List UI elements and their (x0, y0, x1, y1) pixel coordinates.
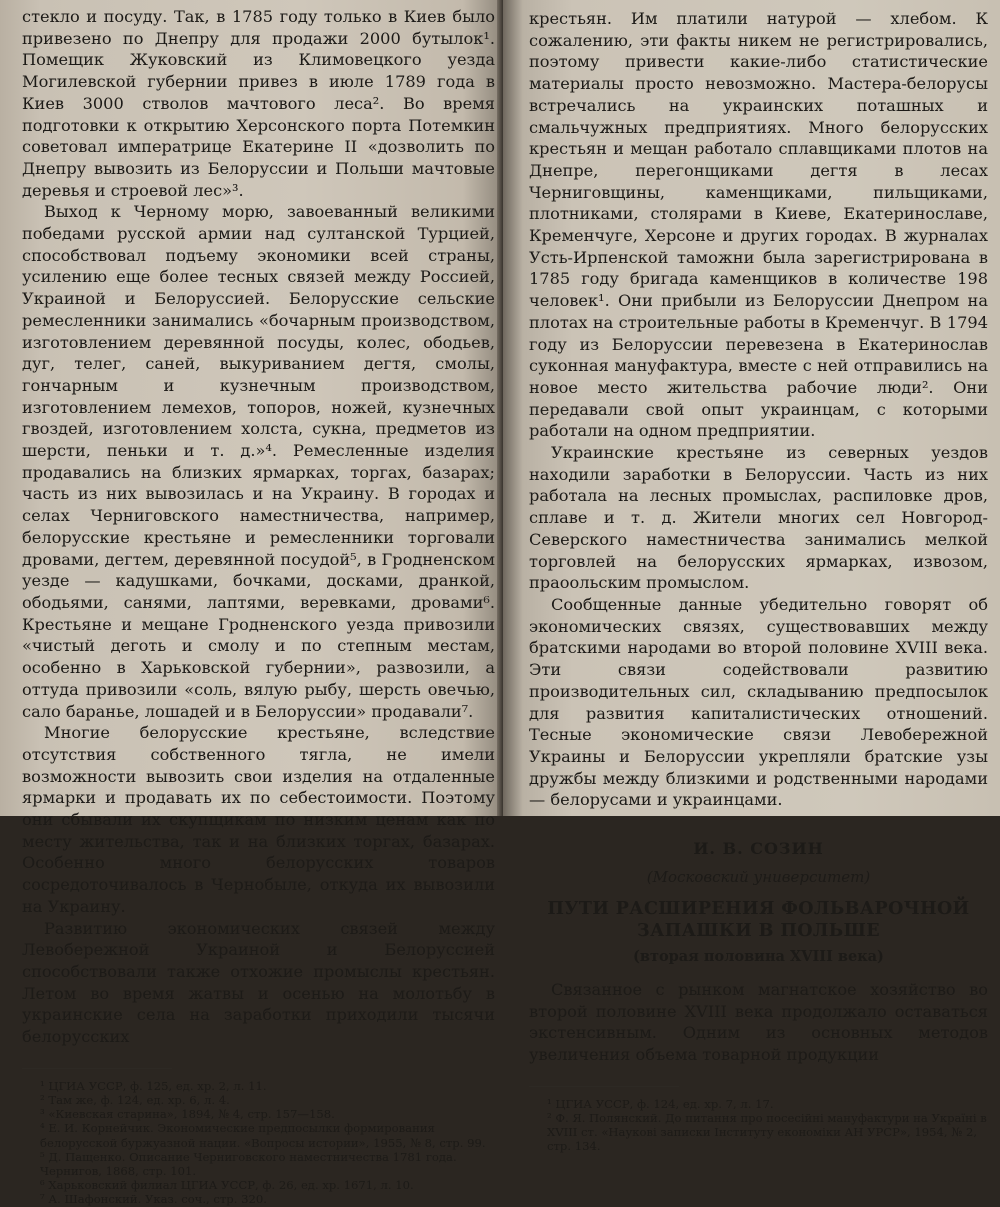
article-title-line: ЗАПАШКИ В ПОЛЬШЕ (637, 921, 880, 942)
paragraph: Многие белорусские крестьяне, вследствие отсутствия собственного тягла, не имели возможности вывозить свои изделия на отдаленные ярмарки и продавать их по себестоимости. Поэтому они сбывали их скупщикам по низким ценам как по месту жительства, так и на близких торгах, базарах. Особенно много белорусских товаров сосредоточивалось в Чернобыле, откуда их вывозили на Украину. (22, 723, 495, 916)
footnote: ² Ф. Я. Полянский. До питання про посесійні мануфактури на Україні в XVIII ст. «Наукові записки Інституту економіки АН УРСР», 1954, № 2, стр. 134. (547, 1111, 987, 1154)
article-author: И. В. СОЗИН (693, 839, 824, 859)
footnotes (22, 1079, 495, 1207)
footnote: ⁵ Д. Пащенко. Описание Черниговского наместничества 1781 года. Чернигов, 1868, стр. 101. (40, 1149, 457, 1178)
paragraph: крестьян. Им платили натурой — хлебом. К сожалению, эти факты никем не регистрировались, поэтому привести какие-либо статистические материалы просто невозможно. Мастера-белорусы встречались на украинских поташных и смальчужных предприятиях. Много белорусских крестьян и мещан работало сплавщиками плотов на Днепре, перегонщиками дегтя в лесах Черниговщины, каменщиками, пильщиками, плотниками, столярами в Киеве, Екатеринославе, Кременчуге, Херсоне и других городах. В журналах Усть-Ирпенской таможни была зарегистрирована в 1785 году бригада каменщиков в количестве 198 человек¹. Они прибыли из Белоруссии Днепром на плотах на строительные работы в Кременчуг. В 1794 году из Белоруссии перевезена в Екатеринослав суконная мануфактура, вместе с ней отправились на новое место жительства рабочие люди². Они передавали свой опыт украинцам, с которыми работали на одном предприятии. (529, 9, 988, 441)
footnote: ⁴ Е. И. Корнейчик. Экономические предпосылки формирования белорусской буржуазной нации. «Вопросы истории», 1955, № 8, стр. 99. (40, 1121, 486, 1150)
article-title (529, 898, 988, 942)
article-affiliation: (Московский университет) (646, 868, 871, 887)
right-page-body (529, 8, 988, 811)
article-body: Связанное с рынком магнатское хозяйство во второй половине XVIII века продолжало оставаться экстенсивным. Одним из основных методов увеличения объема товарной продукции (529, 980, 988, 1065)
article-subtitle: (вторая половина XVIII века) (633, 948, 884, 966)
footnote: ¹ ЦГИА УССР, ф. 125, ед. хр. 2, л. 11. (40, 1078, 267, 1093)
footnotes (529, 1097, 988, 1154)
footnote: ³ «Киевская старина», 1894, № 4, стр. 157—158. (40, 1107, 335, 1122)
left-page-body (22, 6, 495, 1048)
paragraph: Развитию экономических связей между Левобережной Украиной и Белоруссией способствовали также отхожие промыслы крестьян. Летом во время жатвы и осенью на молотьбу в украинские села на заработки приходили тысячи белорусских (22, 918, 495, 1047)
paragraph: Украинские крестьяне из северных уездов находили заработки в Белоруссии. Часть из них работала на лесных промыслах, распиловке дров, сплаве и т. д. Жители многих сел Новгород-Северского наместничества занимались мелкой торговлей на белорусских ярмарках, извозом, праоольским промыслом. (529, 443, 988, 593)
paragraph: Выход к Черному морю, завоеванный великими победами русской армии над султанской Турцией, способствовал подъему экономики всей страны, усилению еще более тесных связей между Россией, Украиной и Белоруссией. Белорусские сельские ремесленники занимались «бочарным производством, изготовлением деревянной посуды, колес, ободьев, дуг, телег, саней, выкуриванием дегтя, смолы, гончарным и кузнечным производством, изготовлением лемехов, топоров, ножей, кузнечных гвоздей, изготовлением холста, сукна, предметов из шерсти, пеньки и т. д.»⁴. Ремесленные изделия продавались на близких ярмарках, торгах, базарах; часть из них вывозилась и на Украину. В городах и селах Черниговского наместничества, например, белорусские крестьяне и ремесленники торговали дровами, дегтем, деревянной посудой⁵, в Гродненском уезде — кадушками, бочками, досками, дранкой, ободьями, санями, лаптями, веревками, дровами⁶. Крестьяне и мещане Гродненского уезда привозили «чистый деготь и смолу и по степным местам, особенно в Харьковской губернии», развозили, а оттуда привозили «соль, вялую рыбу, шерсть овечью, сало баранье, лошадей и в Белоруссии» продавали⁷. (22, 202, 495, 721)
paragraph: Сообщенные данные убедительно говорят об экономических связях, существовавших между братскими народами во второй половине XVIII века. Эти связи содействовали развитию производительных сил, складыванию предпосылок для развития капиталистических отношений. Тесные экономические связи Левобережной Украины и Белоруссии укрепляли братские узы дружбы между близкими и родственными народами — белорусами и украинцами. (529, 594, 988, 810)
paragraph: стекло и посуду. Так, в 1785 году только в Киев было привезено по Днепру для продажи 2000 бутылок¹. Помещик Жуковский из Климовецкого уезда Могилевской губернии привез в июле 1789 года в Киев 3000 стволов мачтового леса². Во время подготовки к открытию Херсонского порта Потемкин советовал императрице Екатерине II «дозволить по Днепру вывозить из Белоруссии и Польши мачтовые деревья и строевой лес»³. (22, 7, 495, 200)
right-page (503, 0, 1000, 1154)
footnote-divider (529, 1086, 679, 1087)
footnote: ² Там же, ф. 124, ед. хр. 6, л. 4. (40, 1092, 230, 1107)
footnote-divider (22, 1068, 172, 1069)
footnote: ⁶ Харьковский филиал ЦГИА УССР, ф. 26, ед. хр. 1671, л. 10. (40, 1178, 414, 1193)
footnote: ¹ ЦГИА УССР, ф. 124, ед. хр. 7, л. 17. (547, 1096, 774, 1111)
footnote: ⁷ А. Шафонский. Указ. соч., стр. 320. (40, 1192, 267, 1207)
article-title-line: ПУТИ РАСШИРЕНИЯ ФОЛЬВАРОЧНОЙ (547, 899, 970, 920)
